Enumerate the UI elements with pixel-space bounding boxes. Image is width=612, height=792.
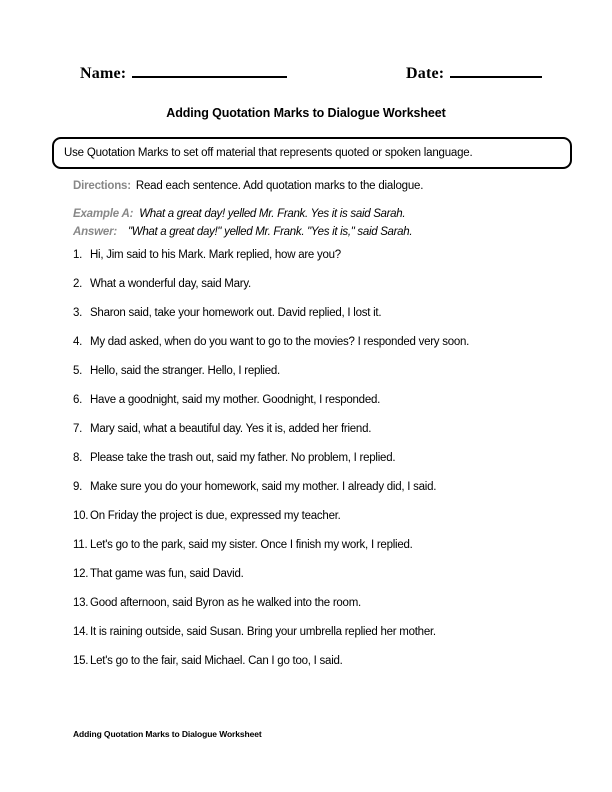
question-text: What a wonderful day, said Mary. (90, 278, 251, 290)
question-text: Make sure you do your homework, said my mother. I already did, I said. (90, 481, 437, 493)
question-text: Good afternoon, said Byron as he walked into the room. (90, 597, 361, 609)
question-item (0, 336, 612, 365)
question-item (0, 568, 612, 597)
question-number: 3. (73, 307, 83, 319)
instruction-banner-text: Use Quotation Marks to set off material that represents quoted or spoken language. (64, 147, 473, 159)
date-blank-line[interactable] (450, 63, 542, 78)
question-item (0, 539, 612, 568)
question-number: 4. (73, 336, 83, 348)
question-item (0, 481, 612, 510)
question-number: 11. (73, 539, 88, 551)
question-text: On Friday the project is due, expressed my teacher. (90, 510, 341, 522)
question-text: Let's go to the fair, said Michael. Can I go too, I said. (90, 655, 343, 667)
directions-label: Directions: (73, 180, 131, 192)
question-number: 14. (73, 626, 89, 638)
directions-text: Read each sentence. Add quotation marks to the dialogue. (135, 180, 424, 192)
example-text: What a great day! yelled Mr. Frank. Yes it is said Sarah. (139, 208, 406, 220)
question-number: 15. (73, 655, 89, 667)
question-number: 5. (73, 365, 83, 377)
question-item (0, 394, 612, 423)
question-item (0, 278, 612, 307)
example-label: Example A: (73, 208, 134, 220)
page-title: Adding Quotation Marks to Dialogue Worksheet (166, 106, 446, 120)
question-item (0, 626, 612, 655)
question-text: Please take the trash out, said my father. No problem, I replied. (90, 452, 396, 464)
question-text: Have a goodnight, said my mother. Goodnight, I responded. (90, 394, 381, 406)
answer-text: "What a great day!" yelled Mr. Frank. "Yes it is," said Sarah. (127, 226, 413, 238)
question-number: 8. (73, 452, 83, 464)
question-text: Let's go to the park, said my sister. Once I finish my work, I replied. (90, 539, 413, 551)
question-text: That game was fun, said David. (90, 568, 244, 580)
question-number: 6. (73, 394, 83, 406)
date-field-group (406, 63, 542, 83)
question-item (0, 365, 612, 394)
question-number: 9. (73, 481, 83, 493)
question-text: It is raining outside, said Susan. Bring your umbrella replied her mother. (90, 626, 436, 638)
question-number: 7. (73, 423, 83, 435)
question-number: 2. (73, 278, 83, 290)
question-item (0, 597, 612, 626)
question-text: Hello, said the stranger. Hello, I replied. (90, 365, 280, 377)
instruction-banner (52, 137, 572, 169)
question-number: 1. (73, 249, 83, 261)
name-date-row (0, 63, 612, 89)
question-text: Hi, Jim said to his Mark. Mark replied, how are you? (90, 249, 341, 261)
question-item (0, 307, 612, 336)
name-label: Name: (80, 65, 127, 82)
question-number: 10. (73, 510, 89, 522)
question-item (0, 249, 612, 278)
question-text: Sharon said, take your homework out. David replied, I lost it. (90, 307, 382, 319)
name-blank-line[interactable] (132, 63, 287, 78)
question-item (0, 423, 612, 452)
directions-row (73, 180, 423, 192)
question-item (0, 510, 612, 539)
question-list (0, 249, 612, 684)
question-text: My dad asked, when do you want to go to the movies? I responded very soon. (90, 336, 470, 348)
question-text: Mary said, what a beautiful day. Yes it is, added her friend. (90, 423, 372, 435)
date-label: Date: (406, 65, 445, 82)
answer-label: Answer: (73, 226, 117, 238)
example-row (73, 208, 405, 220)
answer-row (73, 226, 412, 238)
question-item (0, 452, 612, 481)
page-footer: Adding Quotation Marks to Dialogue Worksheet (73, 729, 262, 739)
question-item (0, 655, 612, 684)
name-field-group (80, 63, 287, 83)
question-number: 13. (73, 597, 89, 609)
question-number: 12. (73, 568, 89, 580)
